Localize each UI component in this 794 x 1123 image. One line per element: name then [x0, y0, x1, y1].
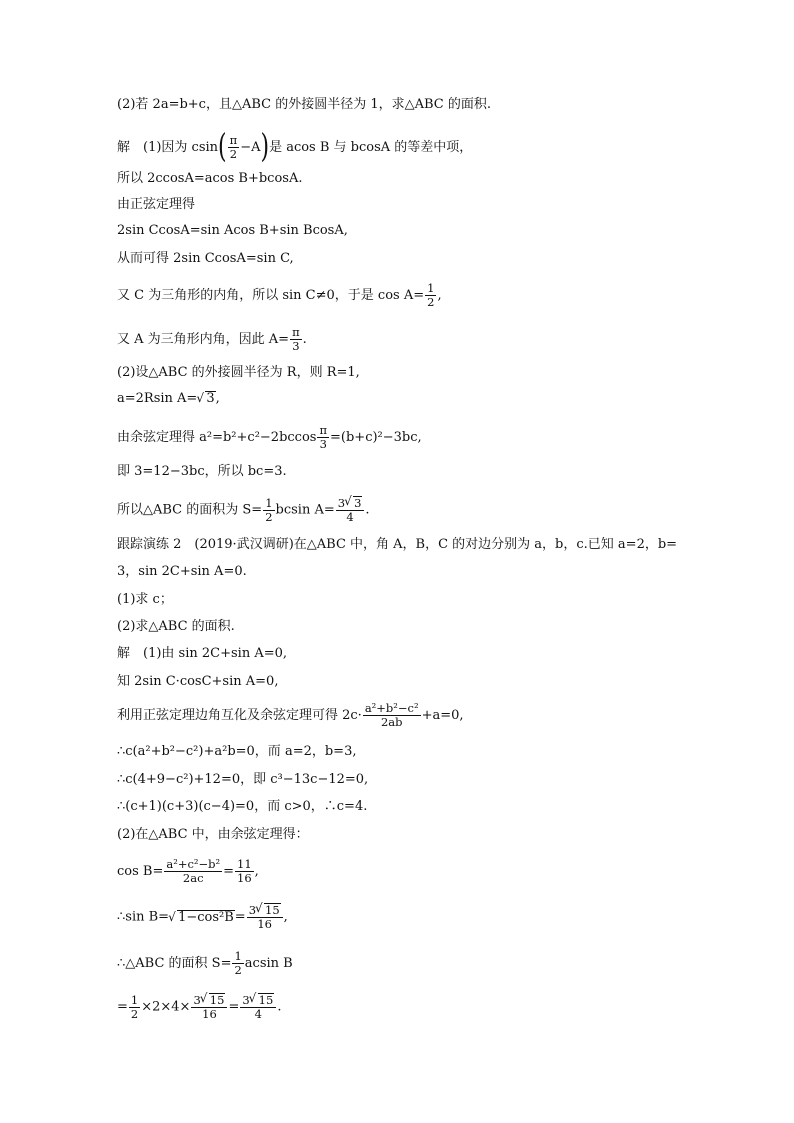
exercise-line: (2)求△ABC 的面积. [117, 619, 235, 634]
solution-line: = $\frac{1}{2}$ ×2×4× $\frac{3√ 15}{16}$ = $\frac{3√ 15}{4}$ . [117, 993, 281, 1021]
solution-line: 利用正弦定理边角互化及余弦定理可得 2c· $\frac{\text{a²+b²−c²}}{2ab}$ +a=0, [117, 701, 464, 729]
solution-line: 所以 2ccosA=acos B+bcosA. [117, 171, 303, 186]
text: 解 (1)因为 csin [117, 140, 219, 155]
solution-line: ∴sin B=√ 1−cos²B= $\frac{3√ 15}{16}$ , [117, 903, 288, 931]
fraction: $\frac{1}{2}$ [265, 495, 273, 524]
solution-line: ∴(c+1)(c+3)(c−4)=0，而 c>0，∴c=4. [117, 799, 368, 814]
fraction: $\frac{1}{2}$ [427, 281, 435, 309]
text: 是 acos B 与 bcosA 的等差中项， [269, 140, 473, 155]
fraction: $\frac{11}{16}$ [237, 857, 252, 885]
fraction: $\frac{\text{a²+b²−c²}}{2ab}$ [364, 701, 419, 729]
solution-line: 即 3=12−3bc，所以 bc=3. [117, 464, 287, 479]
left-paren: ( [218, 128, 227, 166]
sqrt: √ 3 [197, 390, 215, 408]
fraction: $\frac{\pi}{3}$ [319, 423, 328, 451]
solution-line: ∴c(4+9−c²)+12=0，即 c³−13c−12=0, [117, 772, 369, 787]
fraction: $\frac{\pi}{3}$ [292, 325, 300, 353]
solution-line-1 [117, 128, 473, 166]
solution-line: 知 2sin C·cosC+sin A=0, [117, 674, 279, 689]
fraction: $\frac{3√ 15}{4}$ [240, 993, 276, 1021]
text: (2)若 2a=b+c，且△ABC 的外接圆半径为 1，求△ABC 的面积. [117, 97, 492, 112]
solution-line: a=2Rsin A=√ 3, [117, 390, 220, 408]
exercise-line: (1)求 c； [117, 592, 173, 607]
solution-line: 解 (1)由 sin 2C+sin A=0, [117, 646, 288, 661]
solution-line: ∴△ABC 的面积 S= $\frac{1}{2}$ acsin B [117, 949, 293, 977]
solution-line: ∴c(a²+b²−c²)+a²b=0，而 a=2，b=3, [117, 744, 357, 759]
exercise-line: 3，sin 2C+sin A=0. [117, 564, 247, 579]
fraction: $\frac{1}{2}$ [234, 949, 242, 977]
solution-line: 又 A 为三角形内角，因此 A= $\frac{\pi}{3}$ . [117, 325, 307, 353]
solution-line: cos B= $\frac{\text{a²+c²−b²}}{2ac}$ = $\frac{11}{16}$ , [117, 857, 259, 885]
fraction: $\frac{3√ 15}{16}$ [191, 993, 227, 1021]
sqrt: √ 1−cos²B [169, 909, 235, 927]
fraction: $\frac{1}{2}$ [130, 992, 139, 1021]
solution-line: 由正弦定理得 [117, 197, 196, 212]
fraction: $\frac{3√ 3}{4}$ [336, 496, 365, 524]
fraction: $\frac{3√ 15}{16}$ [247, 903, 283, 931]
exercise-heading: 跟踪演练 2 (2019·武汉调研)在△ABC 中，角 A，B，C 的对边分别为 a，b，c.已知 a=2，b= [117, 537, 678, 552]
solution-line: 从而可得 2sin CcosA=sin C, [117, 251, 294, 266]
solution-line: 所以△ABC 的面积为 S= $\frac{1}{2}$ bcsin A= $\frac{3√ 3}{4}$ . [117, 496, 370, 524]
solution-line: (2)在△ABC 中，由余弦定理得： [117, 827, 309, 842]
question-part-2 [117, 96, 491, 114]
solution-line: 又 C 为三角形的内角，所以 sin C≠0，于是 cos A= $\frac{1}{2}$ , [117, 281, 442, 309]
text: −A [240, 140, 261, 155]
solution-line: 由余弦定理得 a²=b²+c²−2bccos $\frac{\pi}{3}$ =(b+c)²−3bc, [117, 423, 422, 451]
fraction: $\frac{\text{a²+c²−b²}}{2ac}$ [166, 857, 221, 885]
right-paren: ) [260, 128, 270, 166]
solution-line: 2sin CcosA=sin Acos B+sin BcosA, [117, 223, 348, 238]
solution-line: (2)设△ABC 的外接圆半径为 R，则 R=1, [117, 365, 360, 380]
fraction: $\frac{\pi}{2}$ [229, 133, 238, 161]
